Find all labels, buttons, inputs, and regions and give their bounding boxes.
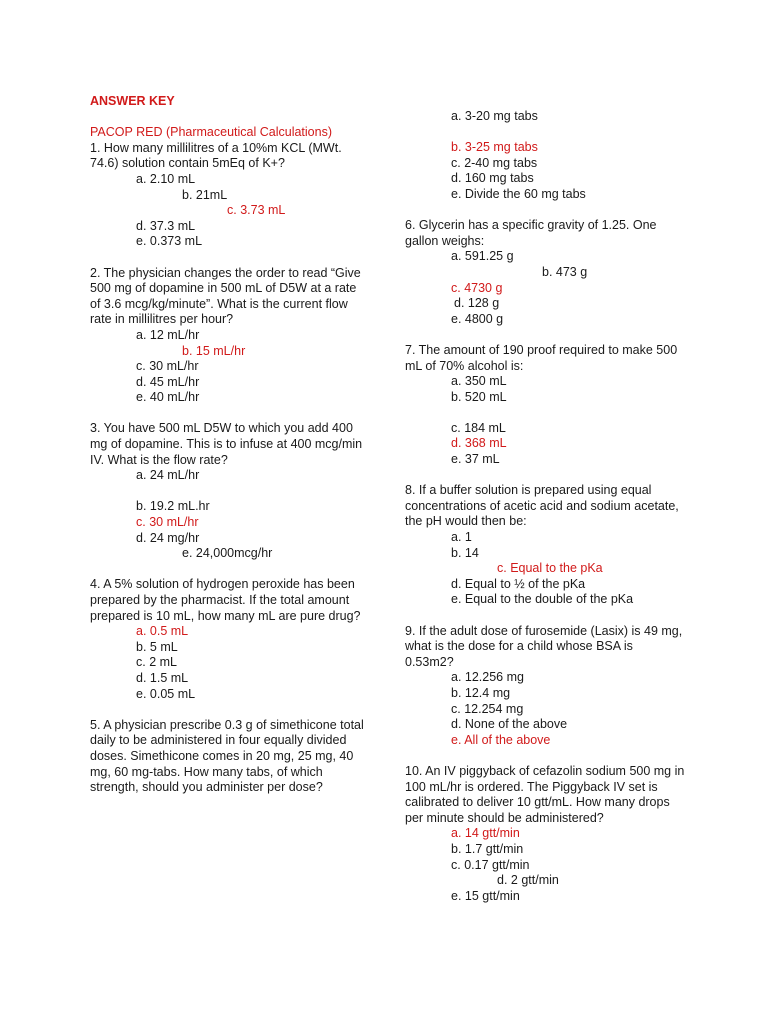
q4-option-e: e. 0.05 mL [136, 686, 196, 701]
q2-option-d: d. 45 mL/hr [136, 374, 200, 389]
q7-option-a: a. 350 mL [451, 374, 507, 389]
question-9-text: 9. If the adult dose of furosemide (Lasix) is 49 mg, what is the dose for a child whose BSA is 0.53m2? [405, 623, 683, 669]
q1-option-a: a. 2.10 mL [136, 171, 196, 186]
q3-option-e: e. 24,000mcg/hr [182, 546, 273, 561]
question-2-text: 2. The physician changes the order to read “Give 500 mg of dopamine in 500 mL of D5W at a rate of 3.6 mcg/kg/minute”. What is the current flow rate in millilitres per hour? [90, 265, 361, 327]
q8-option-a: a. 1 [451, 530, 472, 545]
q2-option-e: e. 40 mL/hr [136, 390, 200, 405]
q1-option-b: b. 21mL [182, 187, 228, 202]
q5-option-e: e. Divide the 60 mg tabs [451, 186, 586, 201]
q5-option-b-answer: b. 3-25 mg tabs [451, 140, 538, 155]
q7-option-e: e. 37 mL [451, 452, 500, 467]
q1-option-e: e. 0.373 mL [136, 234, 203, 249]
q7-option-b: b. 520 mL [451, 389, 507, 404]
section-subtitle: PACOP RED (Pharmaceutical Calculations) [90, 125, 332, 140]
q8-option-d: d. Equal to ½ of the pKa [451, 576, 586, 591]
question-3-text: 3. You have 500 mL D5W to which you add 400 mg of dopamine. This is to infuse at 400 mcg/min IV. What is the flow rate? [90, 421, 363, 467]
q8-option-b: b. 14 [451, 545, 479, 560]
q5-option-c: c. 2-40 mg tabs [451, 155, 538, 170]
left-column [90, 94, 370, 796]
q10-option-b: b. 1.7 gtt/min [451, 841, 524, 856]
q3-option-a: a. 24 mL/hr [136, 468, 200, 483]
q6-option-b: b. 473 g [542, 264, 588, 279]
q5-option-d: d. 160 mg tabs [451, 171, 534, 186]
q10-option-e: e. 15 gtt/min [451, 888, 520, 903]
q8-option-e: e. Equal to the double of the pKa [451, 592, 634, 607]
q6-option-d: d. 128 g [454, 296, 500, 311]
q9-option-e-answer: e. All of the above [451, 732, 551, 747]
q10-option-a-answer: a. 14 gtt/min [451, 826, 520, 841]
question-5-text: 5. A physician prescribe 0.3 g of simethicone total daily to be administered in four equally divided doses. Simethicone comes in 20 mg, 25 mg, 40 mg, 60 mg-tabs. How many tabs, of which strength, should you administer per dose? [90, 717, 364, 795]
q4-option-d: d. 1.5 mL [136, 670, 189, 685]
q6-option-a: a. 591.25 g [451, 249, 514, 264]
q1-option-d: d. 37.3 mL [136, 218, 196, 233]
q2-option-a: a. 12 mL/hr [136, 327, 200, 342]
page-title: ANSWER KEY [90, 94, 175, 108]
question-10-text: 10. An IV piggyback of cefazolin sodium 500 mg in 100 mL/hr is ordered. The Piggyback IV set is calibrated to deliver 10 gtt/mL. How many drops per minute should be administered? [405, 763, 685, 825]
q7-option-d-answer: d. 368 mL [451, 436, 507, 451]
question-7-text: 7. The amount of 190 proof required to make 500 mL of 70% alcohol is: [405, 342, 678, 373]
question-6-text: 6. Glycerin has a specific gravity of 1.25. One gallon weighs: [405, 218, 657, 248]
q3-option-b: b. 19.2 mL.hr [136, 499, 210, 514]
q8-option-c-answer: c. Equal to the pKa [497, 561, 603, 576]
q1-option-c-answer: c. 3.73 mL [227, 203, 286, 218]
q4-option-a-answer: a. 0.5 mL [136, 624, 189, 639]
right-column [405, 109, 685, 904]
q9-option-a: a. 12.256 mg [451, 670, 524, 685]
q4-option-c: c. 2 mL [136, 655, 177, 670]
q4-option-b: b. 5 mL [136, 639, 178, 654]
q2-option-b-answer: b. 15 mL/hr [182, 343, 246, 358]
q9-option-b: b. 12.4 mg [451, 685, 511, 700]
q10-option-d: d. 2 gtt/min [497, 873, 559, 888]
q5-option-a: a. 3-20 mg tabs [451, 109, 538, 123]
q6-option-e: e. 4800 g [451, 311, 504, 326]
question-1-text: 1. How many millilitres of a 10%m KCL (MWt. 74.6) solution contain 5mEq of K+? [90, 140, 342, 171]
q9-option-c: c. 12.254 mg [451, 701, 524, 716]
q7-option-c: c. 184 mL [451, 420, 506, 435]
q6-option-c-answer: c. 4730 g [451, 280, 503, 295]
question-8-text: 8. If a buffer solution is prepared using equal concentrations of acetic acid and sodium acetate, the pH would then be: [405, 483, 679, 529]
q9-option-d: d. None of the above [451, 717, 568, 732]
question-4-text: 4. A 5% solution of hydrogen peroxide has been prepared by the pharmacist. If the total amount prepared is 10 mL, how many mL are pure drug? [90, 577, 361, 623]
q3-option-d: d. 24 mg/hr [136, 530, 200, 545]
q3-option-c-answer: c. 30 mL/hr [136, 515, 199, 530]
q10-option-c: c. 0.17 gtt/min [451, 857, 530, 872]
q2-option-c: c. 30 mL/hr [136, 359, 199, 374]
